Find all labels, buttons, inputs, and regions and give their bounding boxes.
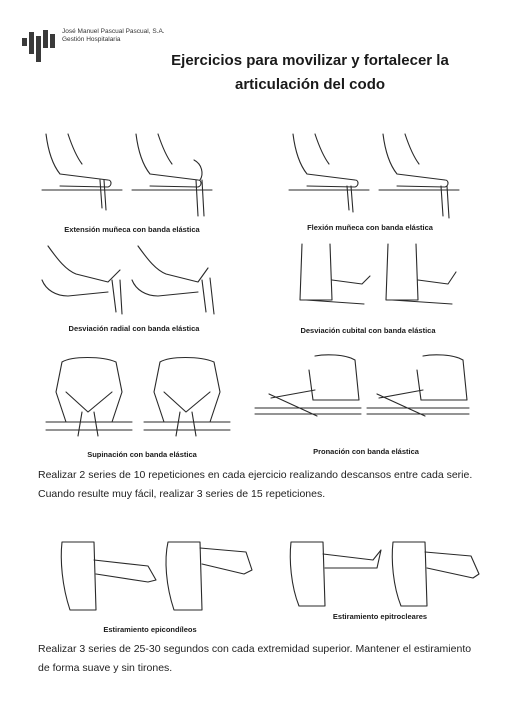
instructions-exercises-line-1: Realizar 2 series de 10 repeticiones en cada ejercicio realizando descansos entre cada serie. bbox=[38, 469, 473, 481]
exercise-illustration-supination bbox=[42, 352, 242, 444]
stretch-illustration-epicondyle bbox=[56, 530, 256, 620]
instructions-stretches bbox=[38, 640, 508, 678]
exercise-caption-pronation: Pronación con banda elástica bbox=[313, 447, 419, 456]
company-line-2: Gestión Hospitalaria bbox=[62, 36, 121, 43]
page-title-line-1: Ejercicios para movilizar y fortalecer la bbox=[171, 52, 449, 69]
company-logo bbox=[20, 26, 60, 66]
instructions-exercises bbox=[38, 466, 508, 504]
stretch-caption-epitrochlear: Estiramiento epitrocleares bbox=[332, 612, 428, 621]
exercise-illustration-radial-deviation bbox=[38, 240, 228, 322]
stretch-caption-epicondyle: Estiramiento epicondíleos bbox=[103, 625, 197, 634]
company-name bbox=[62, 28, 165, 44]
exercise-caption-radial-deviation: Desviación radial con banda elástica bbox=[68, 324, 200, 333]
instructions-exercises-line-2: Cuando resulte muy fácil, realizar 3 series de 15 repeticiones. bbox=[38, 488, 326, 500]
exercise-caption-extension: Extensión muñeca con banda elástica bbox=[64, 225, 200, 234]
company-line-1: José Manuel Pascual Pascual, S.A. bbox=[62, 28, 165, 35]
exercise-caption-supination: Supinación con banda elástica bbox=[87, 450, 197, 459]
exercise-illustration-pronation bbox=[255, 350, 475, 440]
instructions-stretches-line-1: Realizar 3 series de 25-30 segundos con cada extremidad superior. Mantener el estiramiento bbox=[38, 643, 472, 655]
instructions-stretches-line-2: de forma suave y sin tirones. bbox=[38, 662, 173, 674]
page-title-line-2: articulación del codo bbox=[234, 76, 386, 93]
exercise-illustration-extension bbox=[38, 130, 228, 222]
exercise-caption-flexion: Flexión muñeca con banda elástica bbox=[307, 223, 433, 232]
exercise-illustration-ulnar-deviation bbox=[292, 240, 472, 320]
exercise-illustration-flexion bbox=[285, 130, 475, 222]
stretch-illustration-epitrochlear bbox=[285, 530, 485, 610]
exercise-caption-ulnar-deviation: Desviación cubital con banda elástica bbox=[300, 326, 436, 335]
